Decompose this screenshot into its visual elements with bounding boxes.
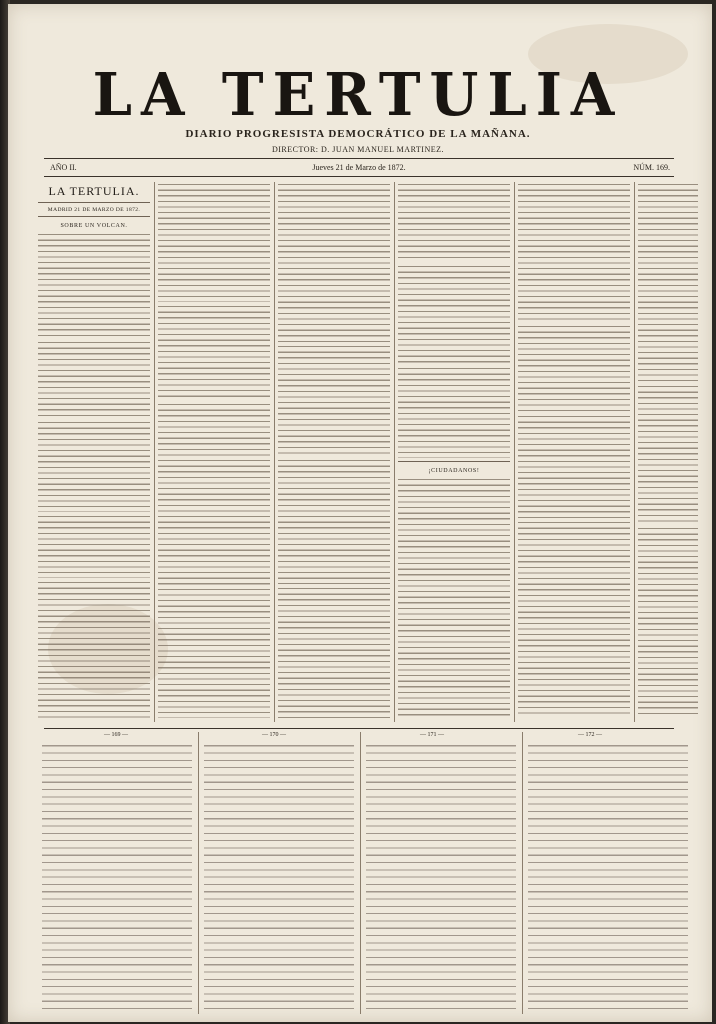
column-separator — [514, 182, 515, 722]
article-text — [158, 304, 270, 400]
column-rule — [398, 461, 510, 462]
article-text — [518, 182, 630, 322]
issue-year: AÑO II. — [50, 163, 77, 172]
folletin-text — [528, 742, 688, 1014]
article-text — [518, 414, 630, 518]
article-text — [38, 340, 150, 418]
top-rule — [44, 158, 674, 159]
folletin-rule — [44, 728, 674, 729]
article-text — [638, 384, 698, 524]
newspaper-page — [8, 4, 712, 1022]
column-2 — [158, 182, 270, 722]
article-text — [638, 526, 698, 716]
newspaper-title: LA TERTULIA — [92, 60, 624, 130]
section-heading: ¡CIUDADANOS! — [428, 468, 480, 474]
article-text — [158, 182, 270, 302]
dateline-rule — [44, 176, 674, 177]
article-text — [398, 182, 510, 262]
article-text — [158, 402, 270, 512]
folletin-text — [204, 742, 354, 1014]
article-text — [38, 232, 150, 338]
article-text — [38, 514, 150, 578]
column-paper-title: LA TERTULIA. — [48, 184, 140, 198]
article-text — [638, 182, 698, 382]
column-separator — [634, 182, 635, 722]
column-4 — [398, 182, 510, 722]
issue-number: NÚM. 169. — [633, 163, 670, 172]
column-separator — [394, 182, 395, 722]
column-rule — [38, 216, 150, 217]
article-text — [398, 477, 510, 717]
article-text — [518, 520, 630, 716]
column-separator — [154, 182, 155, 722]
column-5 — [518, 182, 630, 722]
column-1 — [38, 182, 150, 722]
dateline — [44, 161, 674, 175]
folletin-separator — [360, 732, 361, 1014]
folio-number: — 172 — — [578, 732, 602, 738]
newspaper-director: DIRECTOR: D. JUAN MANUEL MARTINEZ. — [271, 145, 445, 154]
column-3 — [278, 182, 390, 722]
article-text — [278, 586, 390, 718]
folio-number: — 169 — — [104, 732, 128, 738]
folletin-text — [366, 742, 516, 1014]
column-separator — [274, 182, 275, 722]
article-text — [278, 344, 390, 456]
article-text — [278, 458, 390, 584]
article-text — [38, 580, 150, 722]
issue-date: Jueves 21 de Marzo de 1872. — [312, 163, 406, 172]
article-text — [278, 182, 390, 342]
article-text — [158, 514, 270, 718]
column-place-date: MADRID 21 DE MARZO DE 1872. — [47, 207, 141, 213]
folio-number: — 171 — — [420, 732, 444, 738]
article-text — [398, 264, 510, 364]
folletin-separator — [198, 732, 199, 1014]
article-text — [518, 324, 630, 412]
folio-number: — 170 — — [262, 732, 286, 738]
newspaper-subtitle: DIARIO PROGRESISTA DEMOCRÁTICO DE LA MAÑANA. — [185, 128, 531, 140]
column-6 — [638, 182, 698, 722]
masthead — [38, 62, 678, 128]
column-rule — [38, 202, 150, 203]
article-text — [398, 366, 510, 458]
article-heading: SOBRE UN VOLCAN. — [60, 223, 128, 229]
folletin-text — [42, 742, 192, 1014]
article-text — [38, 420, 150, 512]
folletin-separator — [522, 732, 523, 1014]
